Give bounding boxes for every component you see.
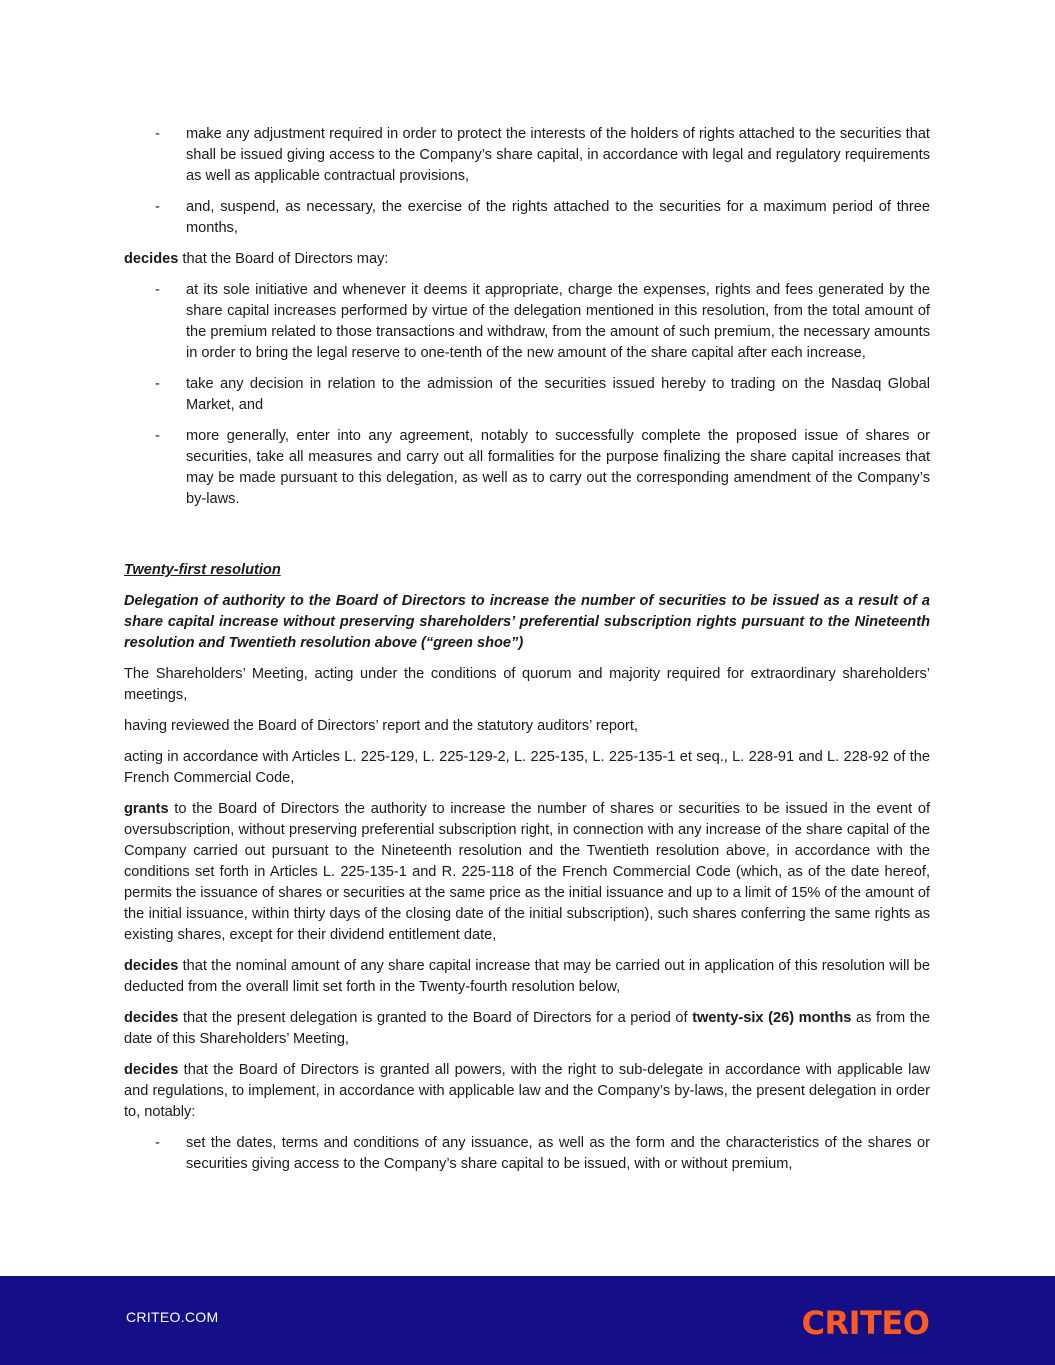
bullet-dash: - (155, 1135, 160, 1151)
paragraph-intro: acting in accordance with Articles L. 225-129, L. 225-129-2, L. 225-135, L. 225-135-1 et seq., L. 228-91 and L. 228-92 of the French Commercial Code, (124, 749, 930, 786)
list-item: - more generally, enter into any agreement, notably to successfully complete the proposed issue of shares or securities, take all measures and carry out all formalities for the purpose finalizing the share capital increases that may be made pursuant to this delegation, as well as to carry out the corresponding amendment of the Company’s by-laws. (155, 428, 930, 507)
bullet-dash: - (155, 428, 160, 444)
bullet-dash: - (155, 282, 160, 298)
paragraph-intro: having reviewed the Board of Directors’ report and the statutory auditors’ report, (124, 718, 639, 734)
logo-wordmark: CRITEO (802, 1304, 929, 1338)
document-body (124, 124, 930, 1185)
resolution-title: Twenty-first resolution (124, 562, 281, 578)
list-item: - take any decision in relation to the admission of the securities issued hereby to trading on the Nasdaq Global Market, and (155, 376, 930, 413)
paragraph-intro: The Shareholders’ Meeting, acting under the conditions of quorum and majority required for extraordinary shareholders’ meetings, (124, 666, 930, 703)
paragraph-decides: decides that the present delegation is granted to the Board of Directors for a period of twenty-six (26) months as from the date of this Shareholders’ Meeting, (124, 1010, 931, 1047)
bullet-dash: - (155, 126, 160, 142)
paragraph-decides: decides that the nominal amount of any share capital increase that may be carried out in application of this resolution will be deducted from the overall limit set forth in the Twenty-fourth resolution below, (124, 958, 930, 995)
bullet-dash: - (155, 199, 160, 215)
page-footer (0, 1276, 1055, 1365)
bullet-list (124, 1133, 930, 1175)
list-item: - at its sole initiative and whenever it deems it appropriate, charge the expenses, rights and fees generated by the share capital increases performed by virtue of the delegation mentioned in this resolution, from the total amount of the premium related to those transactions and withdraw, from the amount of such premium, the necessary amounts in order to bring the legal reserve to one-tenth of the new amount of the share capital after each increase, (155, 282, 930, 361)
footer-url-link[interactable]: CRITEO.COM (126, 1309, 219, 1325)
paragraph-decides: decides that the Board of Directors is granted all powers, with the right to sub-delegate in accordance with applicable law and regulations, to implement, in accordance with applicable law and the Company’s by-laws, the present delegation in order to, notably: (124, 1062, 930, 1120)
resolution-heading: Delegation of authority to the Board of Directors to increase the number of securities to be issued as a result of a share capital increase without preserving shareholders’ preferential subscription rights pursuant to the Nineteenth resolution and Twentieth resolution above (“green shoe”) (124, 593, 930, 651)
bullet-dash: - (155, 376, 160, 392)
criteo-logo (802, 1304, 929, 1338)
bullet-list (124, 280, 930, 510)
paragraph-decides: decides that the Board of Directors may: (124, 251, 389, 267)
list-item: - make any adjustment required in order to protect the interests of the holders of rights attached to the securities that shall be issued giving access to the Company’s share capital, in accordance with legal and regulatory requirements as well as applicable contractual provisions, (155, 126, 930, 184)
paragraph-grants: grants to the Board of Directors the authority to increase the number of shares or securities to be issued in the event of oversubscription, without preserving preferential subscription right, in connection with any increase of the share capital of the Company carried out pursuant to the Nineteenth resolution and the Twentieth resolution above, in accordance with the conditions set forth in Articles L. 225-135-1 and R. 225-118 of the French Commercial Code (which, as of the date hereof, permits the issuance of shares or securities at the same price as the initial issuance and up to a limit of 15% of the amount of the initial issuance, within thirty days of the closing date of the initial subscription), such shares conferring the same rights as existing shares, except for their dividend entitlement date, (124, 801, 930, 943)
list-item: - and, suspend, as necessary, the exercise of the rights attached to the securities for a maximum period of three months, (155, 199, 930, 236)
bullet-list (124, 124, 930, 239)
list-item: - set the dates, terms and conditions of any issuance, as well as the form and the characteristics of the shares or securities giving access to the Company’s share capital to be issued, with or without premium, (155, 1135, 930, 1172)
